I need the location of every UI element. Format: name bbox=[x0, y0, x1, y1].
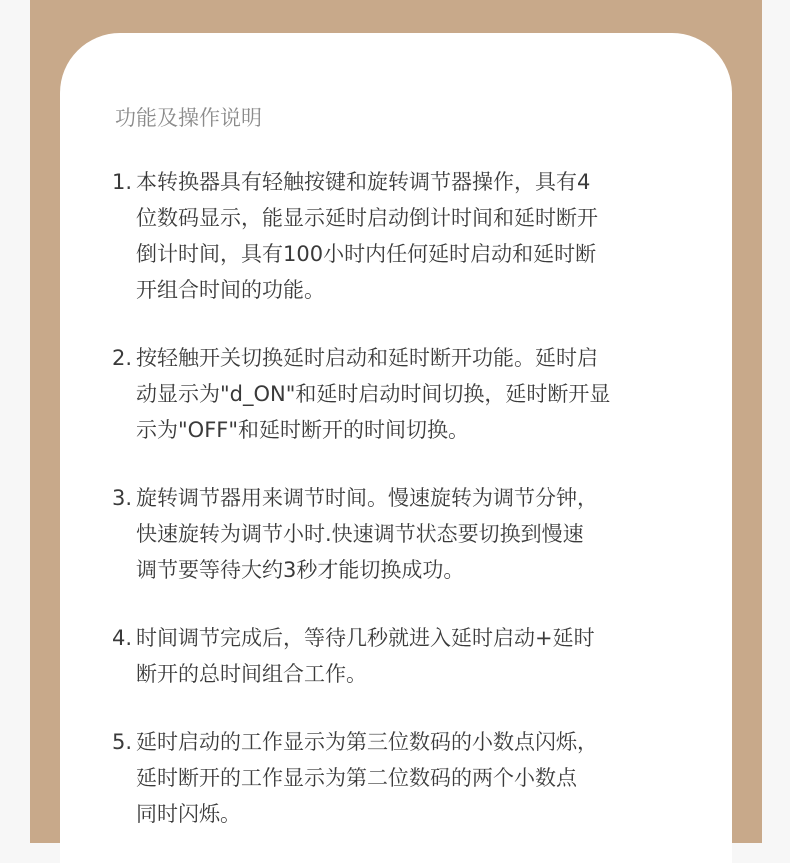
instruction-item-1 bbox=[112, 164, 692, 308]
instruction-item-2 bbox=[112, 340, 692, 448]
instruction-item-3 bbox=[112, 480, 692, 588]
item-line: 同时闪烁。 bbox=[136, 802, 241, 826]
item-line: 时间调节完成后，等待几秒就进入延时启动+延时 bbox=[136, 626, 595, 650]
item-text bbox=[136, 340, 692, 448]
item-line: 延时断开的工作显示为第二位数码的两个小数点 bbox=[136, 766, 577, 790]
item-line: 本转换器具有轻触按键和旋转调节器操作，具有4 bbox=[136, 170, 591, 194]
section-title: 功能及操作说明 bbox=[115, 106, 262, 130]
item-number: 2. bbox=[112, 346, 133, 370]
item-line: 示为"OFF"和延时断开的时间切换。 bbox=[136, 418, 470, 442]
item-line: 按轻触开关切换延时启动和延时断开功能。延时启 bbox=[136, 346, 598, 370]
item-text bbox=[136, 480, 692, 588]
item-line: 快速旋转为调节小时.快速调节状态要切换到慢速 bbox=[136, 522, 584, 546]
item-line: 旋转调节器用来调节时间。慢速旋转为调节分钟， bbox=[136, 486, 598, 510]
instruction-item-4 bbox=[112, 620, 692, 692]
item-text bbox=[136, 164, 692, 308]
item-line: 位数码显示，能显示延时启动倒计时间和延时断开 bbox=[136, 206, 598, 230]
item-line: 延时启动的工作显示为第三位数码的小数点闪烁， bbox=[136, 730, 598, 754]
item-line: 动显示为"d_ON"和延时启动时间切换，延时断开显 bbox=[136, 382, 611, 406]
item-line: 开组合时间的功能。 bbox=[136, 278, 325, 302]
item-line: 倒计时间，具有100小时内任何延时启动和延时断 bbox=[136, 242, 597, 266]
instruction-item-5 bbox=[112, 724, 692, 832]
item-number: 4. bbox=[112, 626, 133, 650]
item-number: 1. bbox=[112, 170, 133, 194]
item-line: 断开的总时间组合工作。 bbox=[136, 662, 367, 686]
item-text bbox=[136, 724, 692, 832]
item-number: 3. bbox=[112, 486, 133, 510]
item-number: 5. bbox=[112, 730, 133, 754]
item-text bbox=[136, 620, 692, 692]
item-line: 调节要等待大约3秒才能切换成功。 bbox=[136, 558, 465, 582]
